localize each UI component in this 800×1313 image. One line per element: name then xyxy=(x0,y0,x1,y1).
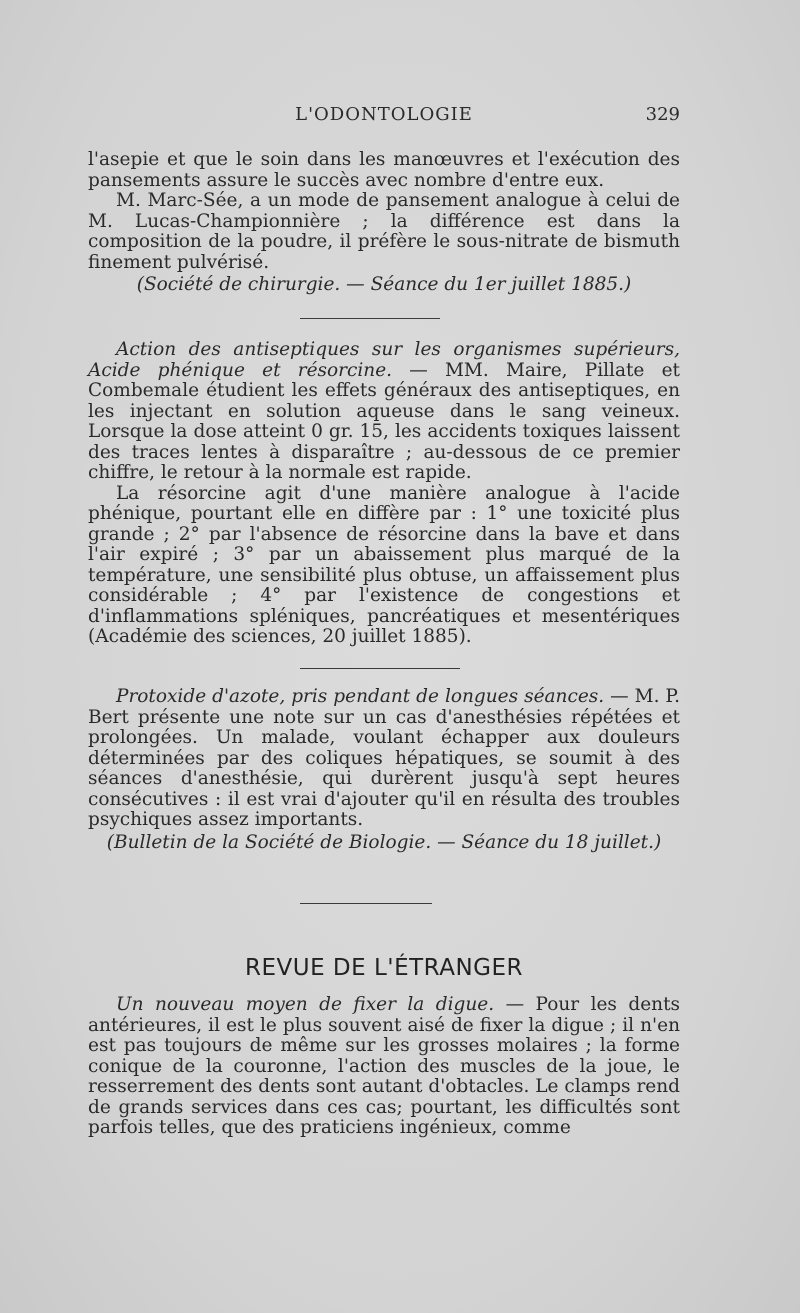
paragraph-protoxide xyxy=(88,687,680,831)
section-divider xyxy=(300,318,440,319)
article-title-digue: Un nouveau moyen de fixer la digue. xyxy=(116,994,495,1015)
section-antiseptiques xyxy=(88,340,680,648)
article-title-protoxide: Protoxide d'azote, pris pendant de longues séances. xyxy=(116,686,605,707)
paragraph-digue xyxy=(88,995,680,1139)
citation-chirurgie: (Société de chirurgie. — Séance du 1er juillet 1885.) xyxy=(136,274,632,295)
page-number: 329 xyxy=(645,104,680,125)
paragraph-asepsie: l'asepie et que le soin dans les manœuvres et l'exécution des pansements assure le succès avec nombre d'entre eux. xyxy=(88,149,680,191)
section-divider xyxy=(300,903,432,904)
paragraph-digue-text: — Pour les dents antérieures, il est le plus souvent aisé de fixer la digue ; il n'en est pas toujours de même sur les grosses molaires ; la forme conique de la couronne, l'action des muscles de la joue, le resserrement des dents sont autant d'obtacles. Le clamps rend de grands services dans ces cas; pourtant, les difficultés sont parfois telles, que des praticiens ingénieux, comme xyxy=(88,994,681,1138)
paragraph-antiseptiques-text: — MM. Maire, Pillate et Combemale étudient les effets généraux des antiseptiques, en les injectant en solution aqueuse dans le sang veineux. Lorsque la dose atteint 0 gr. 15, les accidents toxiques laissent des traces lentes à disparaître ; au-dessous de ce premier chiffre, le retour à la normale est rapide. xyxy=(88,359,680,483)
section-protoxide xyxy=(88,687,680,853)
article-title-antiseptiques: Action des antiseptiques sur les organismes supérieurs, Acide phénique et résorcine. xyxy=(88,339,680,381)
citation-biologie: (Bulletin de la Société de Biologie. — Séance du 18 juillet.) xyxy=(106,831,662,853)
section-heading: REVUE DE L'ÉTRANGER xyxy=(244,955,524,981)
paragraph-marc-see: M. Marc-Sée, a un mode de pansement analogue à celui de M. Lucas-Championnière ; la différence est dans la composition de la poudre, il préfère le sous-nitrate de bismuth finement pulvérisé. xyxy=(88,190,680,273)
section-revue-etranger xyxy=(88,955,680,1139)
paragraph-antiseptiques xyxy=(88,340,680,484)
paragraph-protoxide-text: — M. P. Bert présente une note sur un cas d'anesthésies répétées et prolongées. Un malade, voulant échapper aux douleurs déterminées par des coliques hépatiques, se soumit à des séances d'anesthésie, qui durèrent jusqu'à sept heures consécutives : il est vrai d'ajouter qu'il en résulta des troubles psychiques assez importants. xyxy=(88,686,681,830)
section-divider xyxy=(300,668,460,669)
paragraph-resorcine: La résorcine agit d'une manière analogue à l'acide phénique, pourtant elle en diffère par : 1° une toxicité plus grande ; 2° par l'absence de résorcine dans la bave et dans l'air expiré ; 3° par un abaissement plus marqué de la température, une sensibilité plus obtuse, un affaissement plus considérable ; 4° par l'existence de congestions et d'inflammations spléniques, pancréatiques et mesentériques (Académie des sciences, 20 juillet 1885). xyxy=(88,482,680,647)
page-header xyxy=(88,104,680,128)
running-title: L'ODONTOLOGIE xyxy=(295,104,473,125)
section-chirurgie xyxy=(88,150,680,296)
